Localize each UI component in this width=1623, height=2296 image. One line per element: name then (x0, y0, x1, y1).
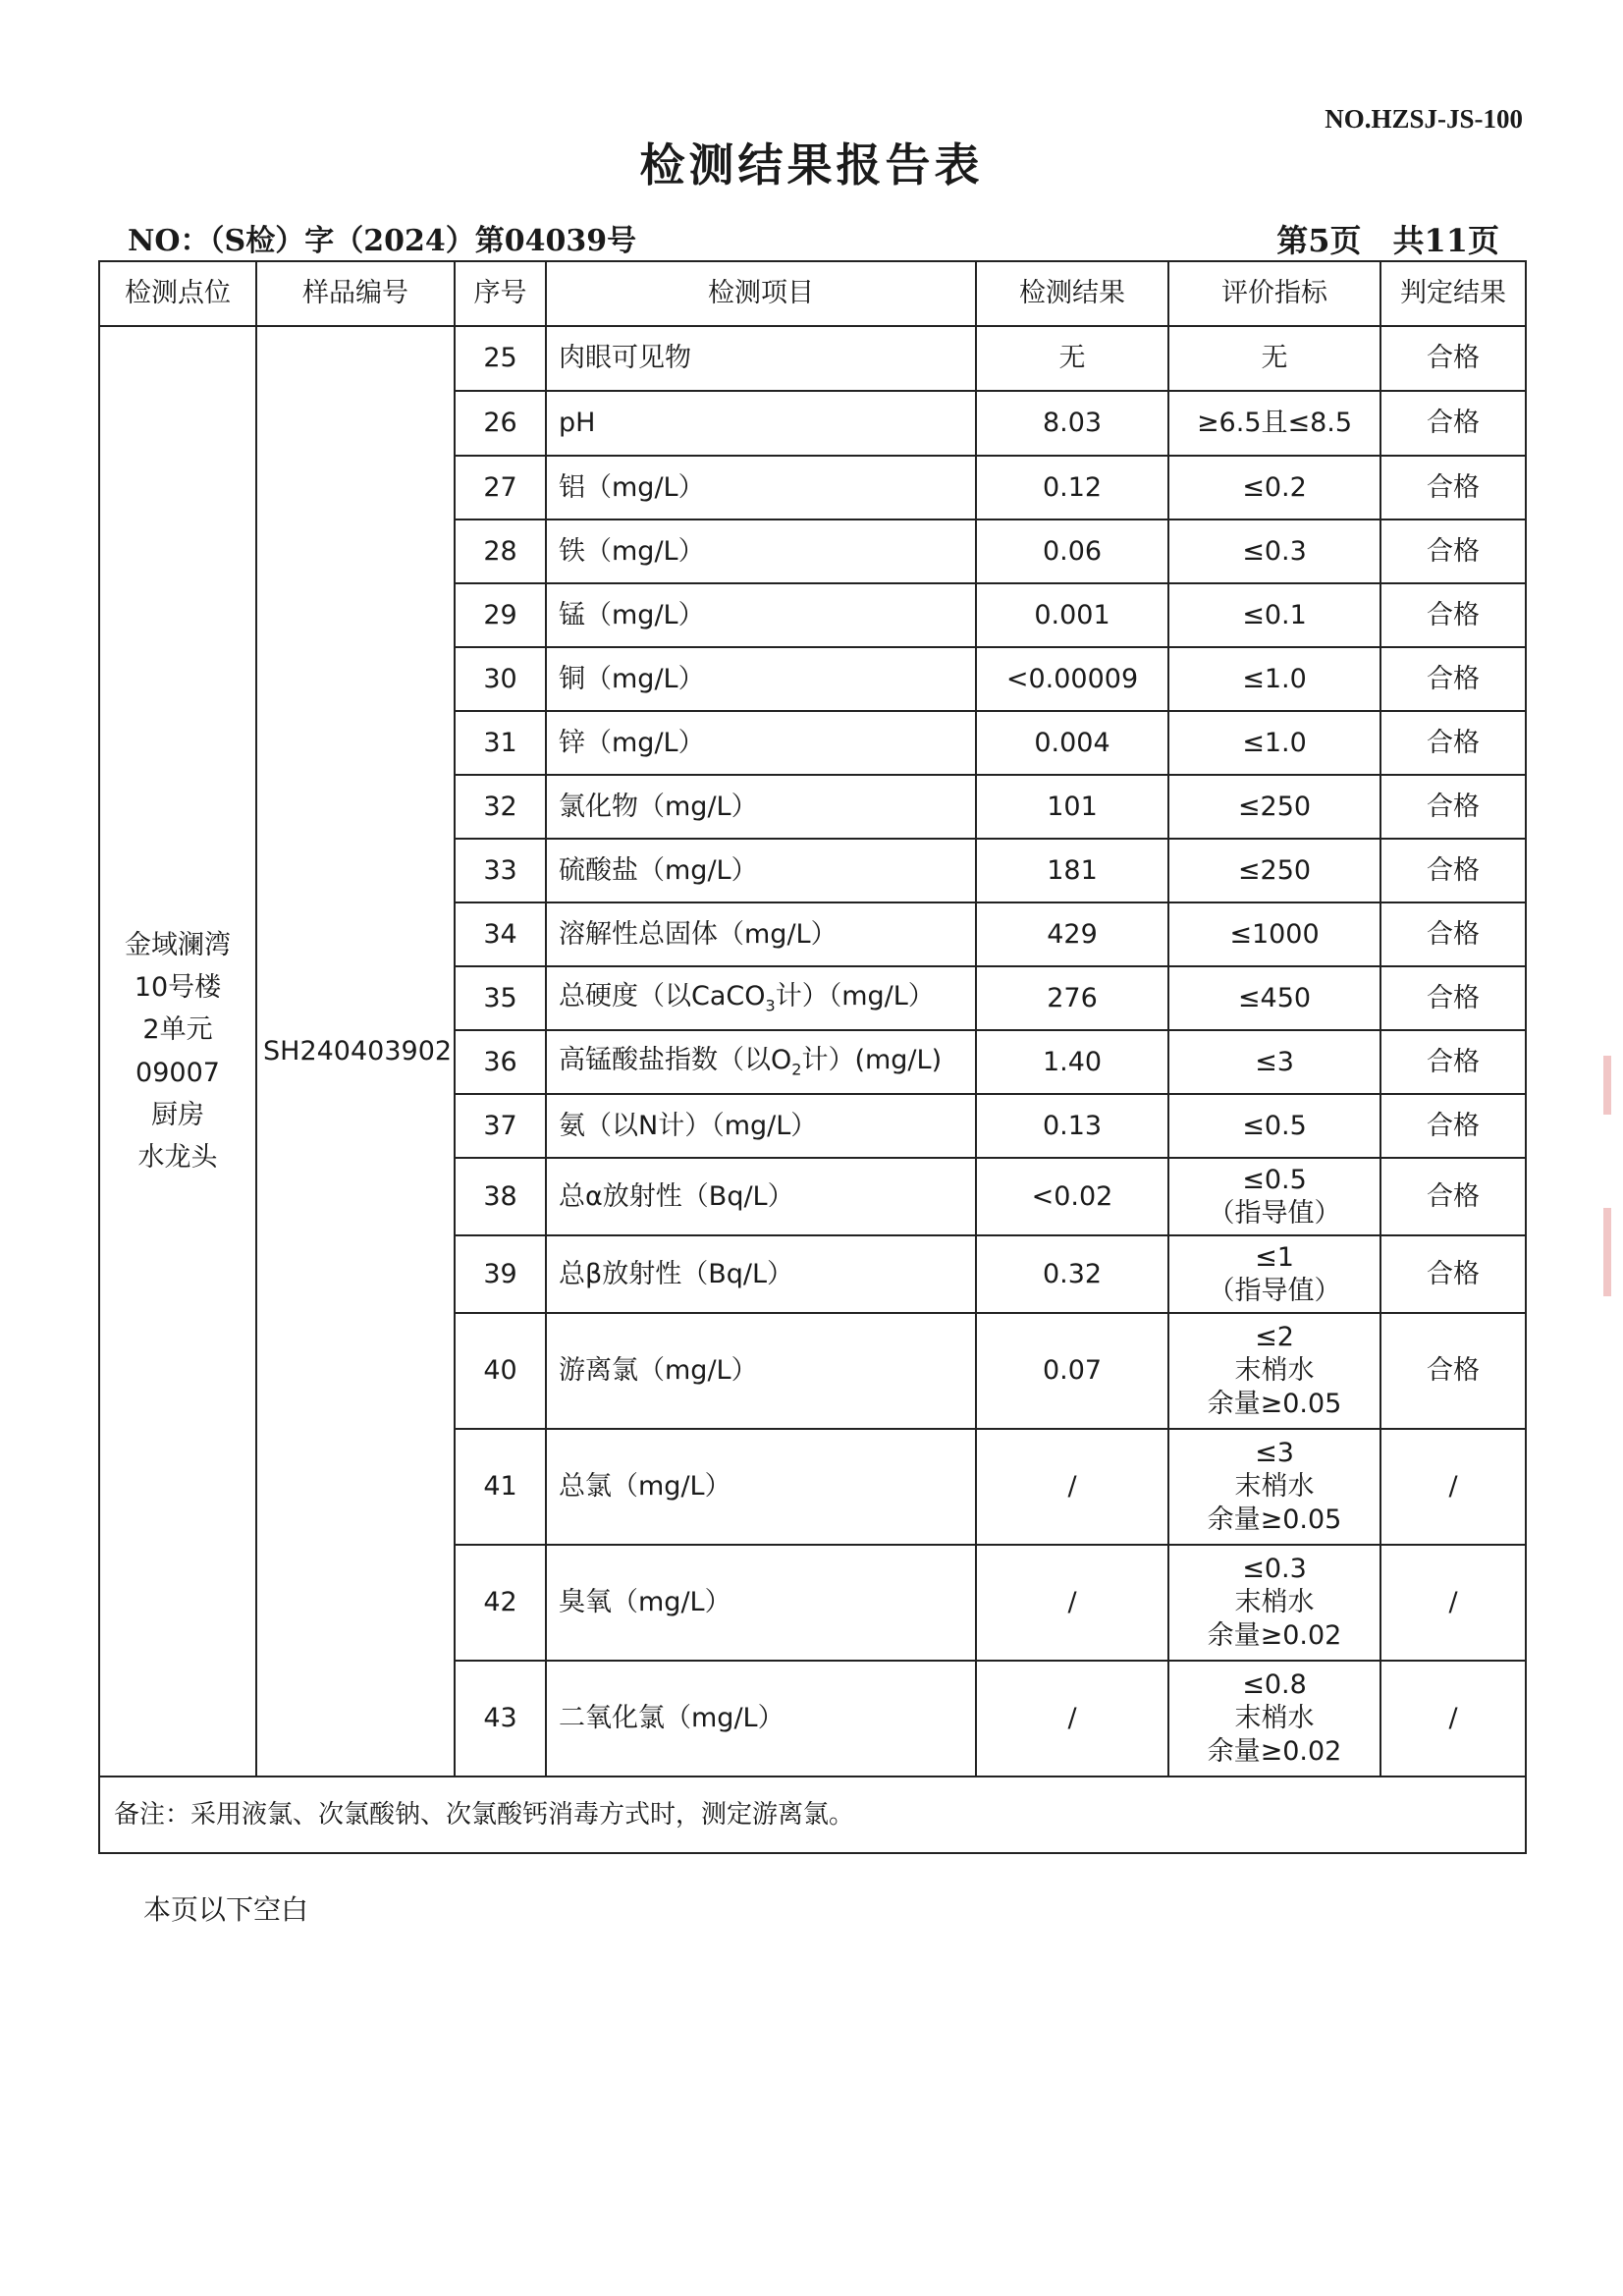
limit-cell (1168, 1661, 1380, 1777)
limit-line: ≤0.5 (1242, 1110, 1307, 1141)
results-table (98, 260, 1527, 1854)
test-item-cell: 氨（以N计）（mg/L） (546, 1094, 976, 1158)
limit-line: ≤0.1 (1242, 599, 1307, 630)
limit-line: ≥6.5且≤8.5 (1196, 408, 1353, 439)
limit-cell (1168, 1158, 1380, 1235)
result-cell: 1.40 (976, 1030, 1168, 1094)
verdict-cell: 合格 (1380, 647, 1526, 711)
limit-line: 末梢水 (1234, 1471, 1315, 1503)
seq-no-cell: 40 (455, 1313, 546, 1429)
verdict-cell: 合格 (1380, 1313, 1526, 1429)
seq-no-cell: 43 (455, 1661, 546, 1777)
limit-cell (1168, 711, 1380, 775)
result-cell: 101 (976, 775, 1168, 839)
verdict-cell: 合格 (1380, 583, 1526, 647)
test-item-cell: 总硬度（以CaCO$_3$计）（mg/L） (546, 966, 976, 1030)
limit-line: ≤1.0 (1242, 663, 1307, 694)
test-item-cell: 铝（mg/L） (546, 456, 976, 519)
seq-no-cell: 37 (455, 1094, 546, 1158)
test-item-cell: 臭氧（mg/L） (546, 1545, 976, 1661)
limit-line: ≤2 (1255, 1322, 1294, 1353)
page-indicator: 第5页 共11页 (1276, 222, 1499, 259)
verdict-cell: 合格 (1380, 1158, 1526, 1235)
limit-cell (1168, 326, 1380, 391)
test-item-cell: 游离氯（mg/L） (546, 1313, 976, 1429)
result-cell: 无 (976, 326, 1168, 391)
limit-cell (1168, 519, 1380, 583)
seq-no-cell: 35 (455, 966, 546, 1030)
seq-no-cell: 41 (455, 1429, 546, 1545)
seq-no-cell: 25 (455, 326, 546, 391)
result-cell: / (976, 1545, 1168, 1661)
location-line: 水龙头 (137, 1141, 218, 1173)
seq-no-cell: 39 (455, 1235, 546, 1313)
verdict-cell: / (1380, 1429, 1526, 1545)
seq-no-cell: 30 (455, 647, 546, 711)
page-title: 检测结果报告表 (639, 138, 984, 191)
limit-line: ≤1.0 (1242, 727, 1307, 758)
header-test-item: 检测项目 (546, 261, 976, 326)
limit-line: ≤0.3 (1242, 1554, 1307, 1585)
location-line: 09007 (135, 1057, 220, 1088)
location-line: 2单元 (142, 1014, 213, 1046)
result-cell: <0.02 (976, 1158, 1168, 1235)
result-cell: 0.32 (976, 1235, 1168, 1313)
limit-cell (1168, 456, 1380, 519)
verdict-cell: 合格 (1380, 326, 1526, 391)
test-item-cell: 铜（mg/L） (546, 647, 976, 711)
limit-cell (1168, 966, 1380, 1030)
seq-no-cell: 33 (455, 839, 546, 902)
result-cell: 0.12 (976, 456, 1168, 519)
result-cell: 276 (976, 966, 1168, 1030)
seq-no-cell: 28 (455, 519, 546, 583)
seq-no-cell: 34 (455, 902, 546, 966)
limit-line: ≤1000 (1229, 918, 1320, 950)
limit-line: 末梢水 (1234, 1355, 1315, 1387)
remark-text: 备注：采用液氯、次氯酸钠、次氯酸钙消毒方式时，测定游离氯。 (99, 1777, 1526, 1853)
limit-cell (1168, 839, 1380, 902)
sampling-location-cell (99, 326, 256, 1777)
verdict-cell: 合格 (1380, 711, 1526, 775)
limit-cell (1168, 775, 1380, 839)
document-number: NO.HZSJ-JS-100 (1325, 104, 1523, 134)
limit-line: ≤0.5 (1242, 1164, 1307, 1195)
header-verdict: 判定结果 (1380, 261, 1526, 326)
header-seq-no: 序号 (455, 261, 546, 326)
limit-line: 末梢水 (1234, 1703, 1315, 1734)
limit-line: 余量≥0.02 (1207, 1619, 1342, 1651)
verdict-cell: 合格 (1380, 391, 1526, 456)
location-line: 金域澜湾 (125, 929, 231, 960)
limit-line: （指导值） (1208, 1197, 1341, 1229)
seq-no-cell: 31 (455, 711, 546, 775)
limit-line: ≤450 (1237, 982, 1312, 1013)
limit-line: 余量≥0.05 (1207, 1388, 1342, 1419)
report-number: NO：（S检）字（2024）第04039号 (128, 224, 637, 258)
seq-no-cell: 32 (455, 775, 546, 839)
result-cell: 181 (976, 839, 1168, 902)
result-cell: 0.07 (976, 1313, 1168, 1429)
test-item-cell: pH (546, 391, 976, 456)
limit-line: ≤3 (1255, 1438, 1294, 1469)
test-item-cell: 硫酸盐（mg/L） (546, 839, 976, 902)
limit-line: ≤250 (1237, 854, 1312, 886)
verdict-cell: 合格 (1380, 902, 1526, 966)
test-item-cell: 总氯（mg/L） (546, 1429, 976, 1545)
verdict-cell: 合格 (1380, 456, 1526, 519)
limit-line: 余量≥0.05 (1207, 1503, 1342, 1535)
limit-cell (1168, 1235, 1380, 1313)
result-cell: 0.001 (976, 583, 1168, 647)
verdict-cell: 合格 (1380, 1030, 1526, 1094)
result-cell: 0.13 (976, 1094, 1168, 1158)
table-row (99, 326, 1526, 391)
seq-no-cell: 38 (455, 1158, 546, 1235)
test-item-cell: 二氧化氯（mg/L） (546, 1661, 976, 1777)
limit-cell (1168, 391, 1380, 456)
limit-line: ≤3 (1255, 1046, 1294, 1077)
seq-no-cell: 36 (455, 1030, 546, 1094)
limit-cell (1168, 1313, 1380, 1429)
limit-cell (1168, 1094, 1380, 1158)
test-item-cell: 锌（mg/L） (546, 711, 976, 775)
test-item-cell: 总β放射性（Bq/L） (546, 1235, 976, 1313)
limit-cell (1168, 647, 1380, 711)
verdict-cell: / (1380, 1545, 1526, 1661)
header-location: 检测点位 (99, 261, 256, 326)
limit-cell (1168, 583, 1380, 647)
verdict-cell: 合格 (1380, 775, 1526, 839)
result-cell: 0.004 (976, 711, 1168, 775)
table-header-row (99, 261, 1526, 326)
limit-cell (1168, 1429, 1380, 1545)
header-result: 检测结果 (976, 261, 1168, 326)
result-cell: 0.06 (976, 519, 1168, 583)
header-limit: 评价指标 (1168, 261, 1380, 326)
seal-edge-mark (1603, 1056, 1611, 1115)
location-line: 10号楼 (134, 972, 222, 1004)
result-cell: <0.00009 (976, 647, 1168, 711)
verdict-cell: 合格 (1380, 839, 1526, 902)
result-cell: / (976, 1661, 1168, 1777)
limit-cell (1168, 1545, 1380, 1661)
remark-row (99, 1777, 1526, 1853)
result-cell: 8.03 (976, 391, 1168, 456)
test-item-cell: 铁（mg/L） (546, 519, 976, 583)
blank-page-note: 本页以下空白 (143, 1893, 309, 1926)
test-item-cell: 锰（mg/L） (546, 583, 976, 647)
verdict-cell: 合格 (1380, 1235, 1526, 1313)
test-item-cell: 溶解性总固体（mg/L） (546, 902, 976, 966)
header-sample-id: 样品编号 (256, 261, 455, 326)
location-line: 厨房 (151, 1099, 204, 1130)
limit-line: ≤0.2 (1242, 471, 1307, 503)
limit-line: （指导值） (1208, 1275, 1341, 1306)
verdict-cell: / (1380, 1661, 1526, 1777)
test-item-cell: 氯化物（mg/L） (546, 775, 976, 839)
verdict-cell: 合格 (1380, 519, 1526, 583)
seal-edge-mark (1603, 1208, 1611, 1296)
limit-line: ≤0.8 (1242, 1669, 1307, 1701)
test-item-cell: 总α放射性（Bq/L） (546, 1158, 976, 1235)
limit-line: 无 (1261, 343, 1288, 374)
seq-no-cell: 27 (455, 456, 546, 519)
test-item-cell: 高锰酸盐指数（以$O_2$计）(mg/L) (546, 1030, 976, 1094)
result-cell: 429 (976, 902, 1168, 966)
limit-line: ≤250 (1237, 791, 1312, 822)
sample-id-cell: SH240403902 (256, 326, 455, 1777)
limit-line: 余量≥0.02 (1207, 1735, 1342, 1767)
seq-no-cell: 29 (455, 583, 546, 647)
limit-line: ≤1 (1255, 1241, 1294, 1273)
limit-line: ≤0.3 (1242, 535, 1307, 567)
seq-no-cell: 26 (455, 391, 546, 456)
result-cell: / (976, 1429, 1168, 1545)
limit-cell (1168, 1030, 1380, 1094)
test-item-cell: 肉眼可见物 (546, 326, 976, 391)
verdict-cell: 合格 (1380, 966, 1526, 1030)
limit-cell (1168, 902, 1380, 966)
limit-line: 末梢水 (1234, 1587, 1315, 1618)
seq-no-cell: 42 (455, 1545, 546, 1661)
verdict-cell: 合格 (1380, 1094, 1526, 1158)
